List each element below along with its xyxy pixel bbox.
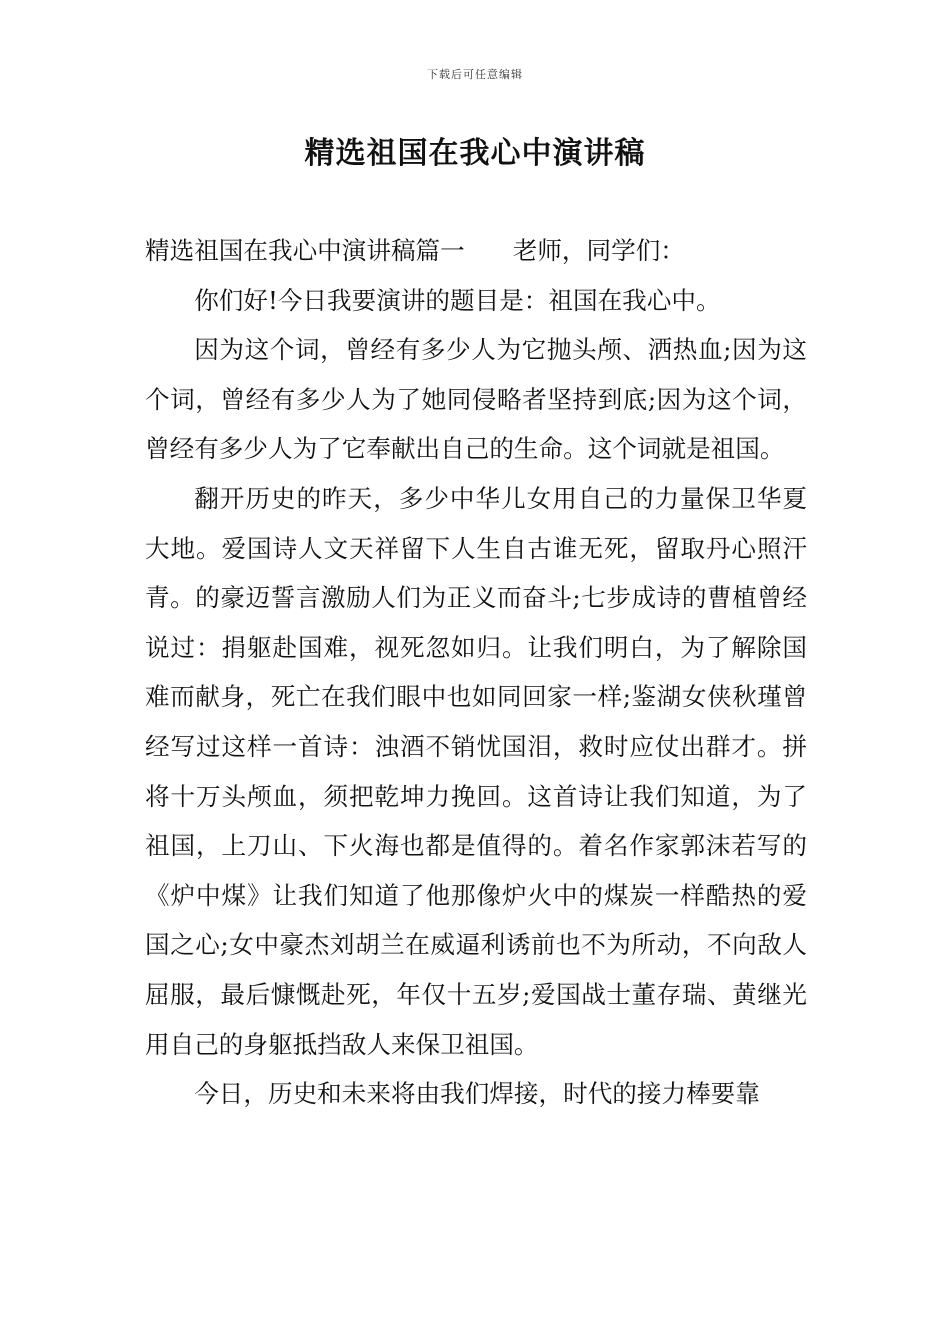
salutation: 老师，同学们：	[512, 236, 685, 265]
header-note: 下载后可任意编辑	[427, 68, 523, 81]
paragraph-homeland: 因为这个词，曾经有多少人为它抛头颅、洒热血;因为这个词，曾经有多少人为了她同侵略者坚持到底;因为这个词，曾经有多少人为了它奉献出自己的生命。这个词就是祖国。	[145, 335, 807, 464]
document-title: 精选祖国在我心中演讲稿	[304, 136, 646, 171]
paragraph-today: 今日，历史和未来将由我们焊接，时代的接力棒要靠	[194, 1079, 760, 1109]
paragraph-history: 翻开历史的昨天，多少中华儿女用自己的力量保卫华夏大地。爱国诗人文天祥留下人生自古谁无死，留取丹心照汗青。的豪迈誓言激励人们为正义而奋斗;七步成诗的曹植曾经说过：捐躯赴国难，视死忽如归。让我们明白，为了解除国难而献身，死亡在我们眼中也如同回家一样;鉴湖女侠秋瑾曾经写过这样一首诗：浊酒不销忧国泪，救时应仗出群才。拼将十万头颅血，须把乾坤力挽回。这首诗让我们知道，为了祖国，上刀山、下火海也都是值得的。着名作家郭沫若写的《炉中煤》让我们知道了他那像炉火中的煤炭一样酷热的爱国之心;女中豪杰刘胡兰在威逼利诱前也不为所动，不向敌人屈服，最后慷慨赴死，年仅十五岁;爱国战士董存瑞、黄继光用自己的身躯抵挡敌人来保卫祖国。	[145, 483, 807, 1059]
document-body	[145, 226, 807, 1119]
paragraph-greeting: 你们好!今日我要演讲的题目是：祖国在我心中。	[194, 285, 721, 315]
intro-line	[145, 226, 807, 276]
section-heading: 精选祖国在我心中演讲稿篇一	[145, 236, 465, 265]
